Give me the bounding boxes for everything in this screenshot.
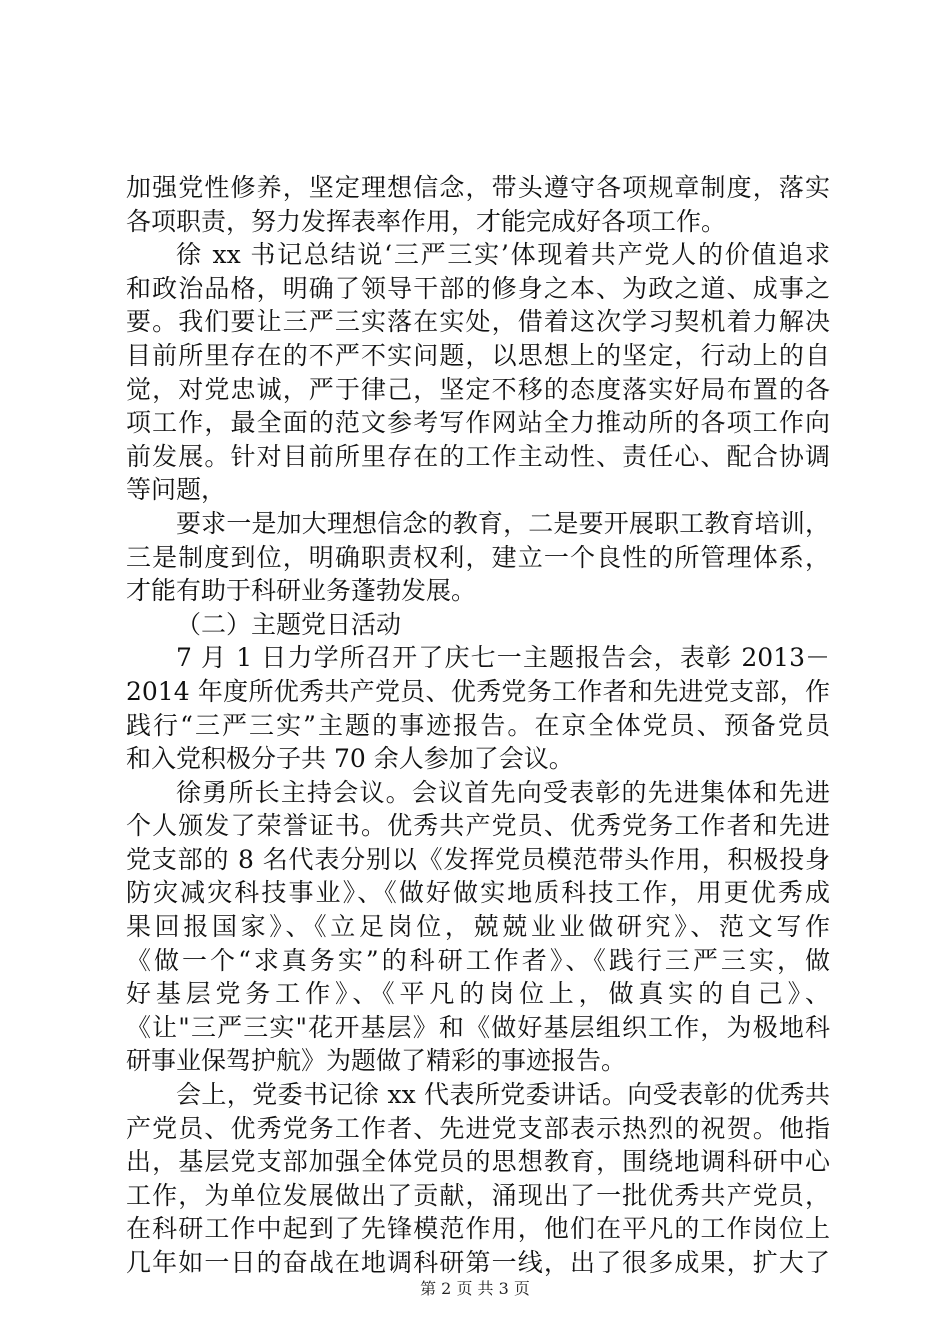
text-line: 果回报国家》、《立足岗位，兢兢业业做研究》、范文写作 [126,912,830,942]
text-line: 产党员、优秀党务工作者、先进党支部表示热烈的祝贺。他指 [126,1113,830,1143]
text-line: 工作，为单位发展做出了贡献，涌现出了一批优秀共产党员， [126,1180,830,1210]
text-line: 研事业保驾护航》为题做了精彩的事迹报告。 [126,1046,627,1076]
text-line: 和政治品格，明确了领导干部的修身之本、为政之道、成事之 [126,273,830,303]
text-line: 等问题， [126,475,227,505]
text-line: 徐 xx 书记总结说‘三严三实’体现着共产党人的价值追求 [176,240,830,270]
text-line: 加强党性修养，坚定理想信念，带头遵守各项规章制度，落实 [126,173,830,202]
text-line: 觉，对党忠诚，严于律己，坚定不移的态度落实好局布置的各 [126,374,830,404]
text-line: 要。我们要让三严三实落在实处，借着这次学习契机着力解决 [126,307,830,337]
text-line: （二）主题党日活动 [176,609,402,639]
text-line: 前发展。针对目前所里存在的工作主动性、责任心、配合协调 [126,441,830,471]
text-line: 在科研工作中起到了先锋模范作用，他们在平凡的工作岗位上 [126,1214,830,1244]
page-number-label: 第 2 页 共 3 页 [420,1279,530,1298]
text-line: 践行“三严三实”主题的事迹报告。在京全体党员、预备党员 [126,710,830,740]
page-footer [0,1276,950,1299]
text-line: 三是制度到位，明确职责权利，建立一个良性的所管理体系， [126,542,830,572]
text-line: 党支部的 8 名代表分别以《发挥党员模范带头作用，积极投身 [126,844,830,874]
document-body [126,171,830,1280]
text-line: 要求一是加大理想信念的教育，二是要开展职工教育培训， [176,508,830,538]
text-line: 《让"三严三实"花开基层》和《做好基层组织工作，为极地科 [126,1012,830,1042]
text-line: 会上，党委书记徐 xx 代表所党委讲话。向受表彰的优秀共 [176,1080,830,1110]
text-line: 7 月 1 日力学所召开了庆七一主题报告会，表彰 2013－ [176,643,830,673]
text-line: 出，基层党支部加强全体党员的思想教育，围绕地调科研中心 [126,1147,830,1177]
text-line: 徐勇所长主持会议。会议首先向受表彰的先进集体和先进 [176,777,830,807]
text-line: 《做一个“求真务实”的科研工作者》、《践行三严三实，做 [126,945,830,975]
text-line: 项工作，最全面的范文参考写作网站全力推动所的各项工作向 [126,408,830,438]
text-line: 几年如一日的奋战在地调科研第一线，出了很多成果，扩大了 [126,1248,830,1277]
text-line: 和入党积极分子共 70 余人参加了会议。 [126,744,574,774]
text-line: 才能有助于科研业务蓬勃发展。 [126,576,477,606]
text-line: 防灾减灾科技事业》、《做好做实地质科技工作，用更优秀成 [126,878,830,908]
text-line: 各项职责，努力发挥表率作用，才能完成好各项工作。 [126,206,727,236]
text-line: 2014 年度所优秀共产党员、优秀党务工作者和先进党支部，作 [126,676,830,706]
text-line: 个人颁发了荣誉证书。优秀共产党员、优秀党务工作者和先进 [126,811,830,841]
text-line: 目前所里存在的不严不实问题，以思想上的坚定，行动上的自 [126,340,830,370]
text-line: 好基层党务工作》、《平凡的岗位上，做真实的自己》、 [126,979,830,1009]
